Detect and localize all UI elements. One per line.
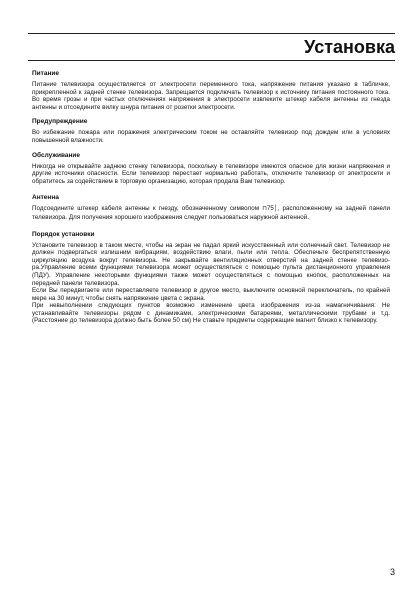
section-warning <box>32 118 390 144</box>
section-paragraph: При невыполнении следующих пунктов возможно изменение цвета изображения из-за намагничивания: Не устанавливайте телевизоры рядом с динамиками, электрическими батареями, металлическими трубами и т.д. (Расстояние до телевизора должно быть более 50 см) Не ставьте предметы содержащие магнит близко к телевизору. <box>32 302 390 325</box>
section-paragraph: Установите телевизор в таком месте, чтобы на экран не падал яркий искусственный или солнечный свет. Телевизор не должен подвергаться излишним вибрациям, воздействию влаги, пыли или тепла. Обеспечьте беспрепятственную циркуляцию воздуха вокруг телевизора. Не закрывайте вентиляционных отверстий на задней стенке телевизо-ра.Управление всеми функциями телевизора может осуществляться с помощью пульта дистанционного управления (ПДУ). Управление некоторыми функциями также может осуществляться с помощью кнопок, расположенных на передней панели телевизора. <box>32 241 390 287</box>
page-title: Установка <box>304 37 395 57</box>
title-underline <box>28 60 395 61</box>
antenna-text-after: , расположенному на задней панели телевизора. Для получения хорошего изображения следует пользоваться наружной антенной. <box>32 205 390 221</box>
section-text: Во избежание пожара или поражения электрическим током не оставляйте телевизор под дождем или в условиях повышенной влажности. <box>32 129 390 144</box>
section-heading: Предупреждение <box>32 118 88 126</box>
section-paragraph: Если Вы передвигаете или переставляете телевизор в другое место, выключите основной переключатель, по крайней мере на 30 минут, чтобы снять напряжение цвета с экрана. <box>32 287 390 302</box>
top-rule <box>28 33 395 34</box>
section-text: Никогда не открывайте заднюю стенку телевизора, поскольку в телевизоре имеются опасное для жизни напряжения и другие источники опасности. Если телевизор перестает нормально работать, отключите телевизор от электросети и обратитесь за содействием в торговую организацию, которая продала Вам телевизор. <box>32 162 390 185</box>
section-heading: Антенна <box>32 194 59 202</box>
section-heading: Питание <box>32 70 60 77</box>
section-text: Питание телевизора осуществляется от электросети переменного тока, напряжение питания указано в табличке, прикрепленной к задней стенке телевизора. Запрещается подключать телевизор к источнику питания постоянного тока. Во время грозы и при частых отключениях напряжения в электросети извлеките штекер кабеля антенны из гнезда антенны и отсоедините вилку шнура питания от розетки электросети. <box>32 81 390 111</box>
section-installation <box>32 231 390 326</box>
section-text <box>32 205 390 221</box>
page-number: 3 <box>389 567 395 577</box>
content <box>32 70 390 332</box>
section-service <box>32 152 390 186</box>
antenna-text-before: Подсоедините штекер кабеля антенны к гнезду, обозначенному символом <box>32 205 260 213</box>
antenna-symbol-icon: ⊓75│ <box>262 206 278 213</box>
section-heading: Обслуживание <box>32 151 81 159</box>
section-antenna <box>32 194 390 221</box>
section-power <box>32 70 390 111</box>
section-heading: Порядок установки <box>32 230 95 238</box>
